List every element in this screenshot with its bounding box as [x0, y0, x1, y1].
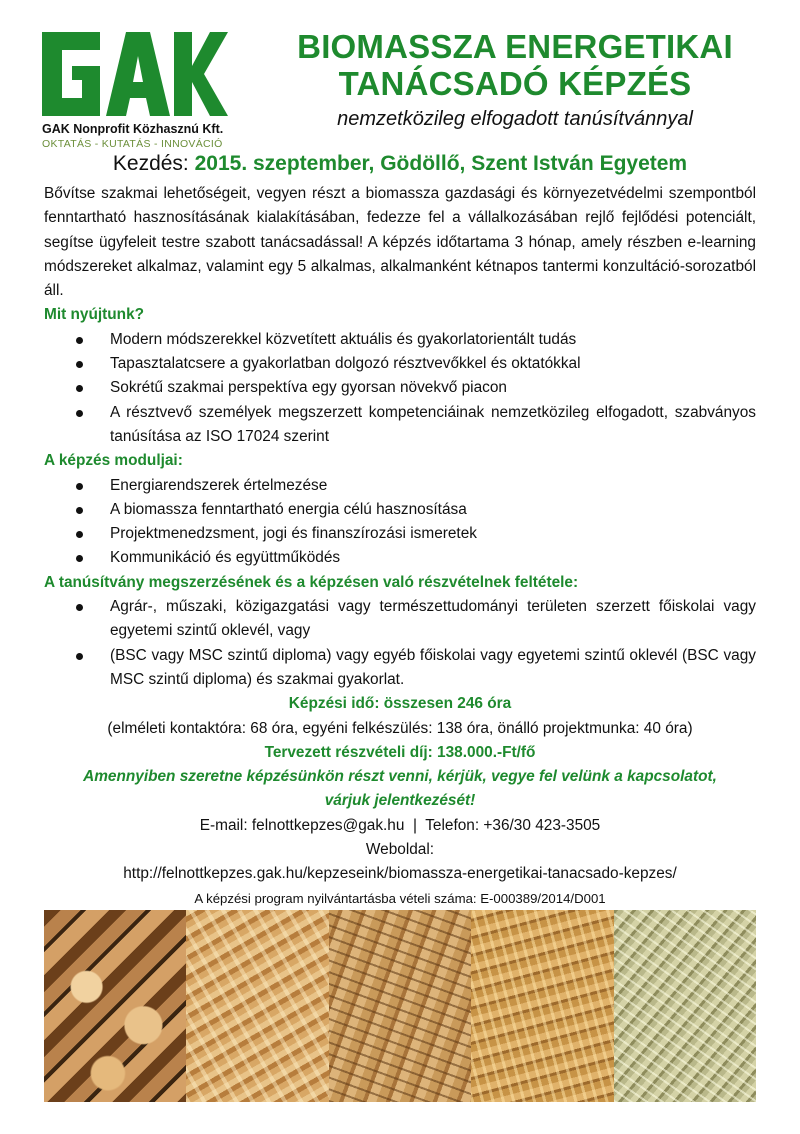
firewood-image — [44, 910, 186, 1102]
list-item — [44, 376, 756, 400]
bullet-icon — [76, 653, 83, 660]
list-item — [44, 595, 756, 644]
gak-logo-mark — [42, 32, 228, 116]
intro-paragraph: Bővítse szakmai lehetőségeit, vegyen részt a biomassza gazdasági és környezetvédelmi szempontból fenntartható hasznosításának kialakításában, fedezze fel a vállalkozásában rejlő fejlődési potenciált, segítse ügyfeleit testre szabott tanácsadással! A képzés időtartama 3 hónap, amely részben e-learning módszereket alkalmaz, valamint egy 5 alkalmas, alkalmanként kétnapos tantermi konzultáció-sorozatból áll. — [44, 185, 756, 300]
hours-breakdown: (elméleti kontaktóra: 68 óra, egyéni felkészülés: 138 óra, önálló projektmunka: 40 óra) — [107, 719, 693, 737]
list-item-text: Energiarendszerek értelmezése — [110, 476, 328, 494]
bullet-icon — [76, 507, 83, 514]
training-hours: Képzési idő: összesen 246 óra — [288, 695, 512, 713]
participation-fee: Tervezett részvételi díj: 138.000.-Ft/fő — [264, 743, 536, 761]
list-item — [44, 352, 756, 376]
straw-image — [614, 910, 756, 1102]
call-to-action-line-2: várjuk jelentkezését! — [324, 792, 476, 810]
list-item-text: Projektmenedzsment, jogi és finanszírozási ismeretek — [110, 525, 477, 543]
header — [0, 0, 800, 155]
list-item-text: Tapasztalatcsere a gyakorlatban dolgozó résztvevőkkel és oktatókkal — [110, 355, 581, 373]
list-item — [44, 401, 756, 450]
requirements-list — [44, 595, 756, 692]
offer-list — [44, 328, 756, 449]
modules-heading: A képzés moduljai: — [44, 452, 183, 470]
bullet-icon — [76, 410, 83, 417]
title-line-1: BIOMASSZA ENERGETIKAI — [297, 28, 733, 65]
biomass-photo-strip — [44, 910, 756, 1102]
bullet-icon — [76, 555, 83, 562]
offer-heading: Mit nyújtunk? — [44, 306, 145, 324]
list-item — [44, 546, 756, 570]
bullet-icon — [76, 531, 83, 538]
website-url-link[interactable]: http://felnottkepzes.gak.hu/kepzeseink/biomassza-energetikai-tanacsado-kepzes/ — [123, 865, 677, 883]
logo-company-name: GAK Nonprofit Közhasznú Kft. — [42, 122, 224, 136]
grain-image — [471, 910, 613, 1102]
bullet-icon — [76, 361, 83, 368]
subtitle: nemzetközileg elfogadott tanúsítvánnyal — [337, 108, 693, 130]
wood-chips-image — [186, 910, 328, 1102]
bullet-icon — [76, 604, 83, 611]
list-item-text: Kommunikáció és együttműködés — [110, 549, 341, 567]
list-item-text: A résztvevő személyek megszerzett kompetenciáinak nemzetközileg elfogadott, szabványos tanúsítása az ISO 17024 szerint — [110, 403, 756, 445]
website-label: Weboldal: — [365, 841, 435, 859]
list-item — [44, 644, 756, 693]
contact-line[interactable]: E-mail: felnottkepzes@gak.hu | Telefon: +36/30 423-3505 — [199, 816, 601, 834]
bullet-icon — [76, 483, 83, 490]
list-item — [44, 498, 756, 522]
title-block — [250, 28, 780, 131]
bullet-icon — [76, 337, 83, 344]
logo-tagline: OKTATÁS - KUTATÁS - INNOVÁCIÓ — [42, 138, 223, 150]
registry-number: A képzési program nyilvántartásba vételi száma: E-000389/2014/D001 — [194, 890, 606, 906]
list-item — [44, 522, 756, 546]
bullet-icon — [76, 385, 83, 392]
start-date-line — [0, 152, 800, 176]
list-item-text: (BSC vagy MSC szintű diploma) vagy egyéb főiskolai vagy egyetemi szintű oklevél (BSC vagy MSC szintű diploma) és szakmai gyakorlat. — [110, 646, 756, 688]
company-logo — [42, 32, 232, 152]
requirements-heading: A tanúsítvány megszerzésének és a képzésen való részvételnek feltétele: — [44, 573, 579, 591]
start-label: Kezdés: — [112, 152, 195, 175]
call-to-action-line-1: Amennyiben szeretne képzésünkön részt venni, kérjük, vegye fel velünk a kapcsolatot, — [83, 768, 717, 786]
modules-list — [44, 474, 756, 571]
list-item — [44, 474, 756, 498]
list-item — [44, 328, 756, 352]
title-line-2: TANÁCSADÓ KÉPZÉS — [338, 65, 692, 102]
list-item-text: Modern módszerekkel közvetített aktuális és gyakorlatorientált tudás — [110, 330, 577, 348]
list-item-text: A biomassza fenntartható energia célú hasznosítása — [110, 500, 467, 518]
list-item-text: Agrár-, műszaki, közigazgatási vagy természettudományi területen szerzett főiskolai vagy egyetemi szintű oklevél, vagy — [110, 598, 756, 640]
wood-pellets-image — [329, 910, 471, 1102]
start-value: 2015. szeptember, Gödöllő, Szent István Egyetem — [194, 152, 688, 175]
list-item-text: Sokrétű szakmai perspektíva egy gyorsan növekvő piacon — [110, 379, 507, 397]
main-content — [44, 182, 756, 911]
